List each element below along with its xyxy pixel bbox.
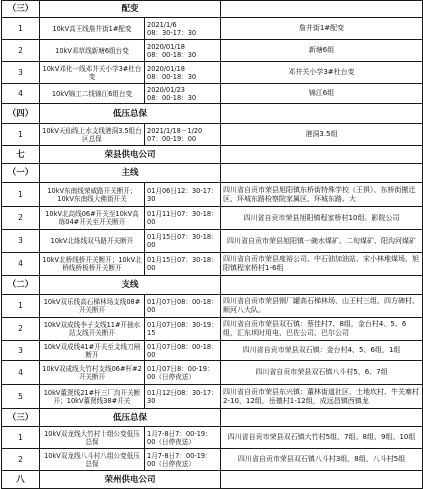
outage-time: 1月7-8日7：00-19：00（日停夜送） [145, 427, 221, 449]
outage-time: 01月07日08：00-18：00 [145, 341, 221, 361]
section-blank [221, 104, 423, 124]
row-number: 3 [2, 62, 40, 84]
affected-area: 邓井关小学3#杜台变 [221, 62, 423, 84]
row-number: 1 [2, 124, 40, 146]
section-title: 低压总保 [40, 409, 221, 427]
line-name: 10kV锦工二线锦江6组台变 [40, 84, 145, 104]
outage-time: 2021/1/18－1/20 07：00-19：00 [145, 124, 221, 146]
section-number: （一） [2, 164, 40, 183]
row-number: 1 [2, 427, 40, 449]
affected-area: 港洞3.5组 [221, 124, 423, 146]
section-number: （三） [2, 409, 40, 427]
outage-time: 01月12日08：30-17：30 [145, 385, 221, 409]
table-row [2, 207, 423, 230]
outage-time: 2020/01/18 08：00-18：30 [145, 62, 221, 84]
outage-time: 2020/01/23 08：00-18：30 [145, 84, 221, 104]
row-number: 4 [2, 253, 40, 276]
section-title: 荣县供电公司 [40, 146, 221, 164]
outage-time: 01月07日08：00-18：00 [145, 295, 221, 318]
table-row [2, 318, 423, 341]
outage-time: 01月06日12：30-17：30 [145, 183, 221, 207]
section-number: 八 [2, 471, 40, 489]
outage-time: 01月15日07：30-18：00 [145, 253, 221, 276]
table-row [2, 361, 423, 385]
line-name: 10kV双龙线八斗村八组公变低压总保 [40, 449, 145, 471]
section-row [2, 1, 423, 18]
line-name: 10kV北练线双马路开关断开 [40, 230, 145, 253]
outage-time: 1月7-8日7：00-19：00（日停夜送） [145, 449, 221, 471]
section-blank [221, 409, 423, 427]
line-name: 10kV双成线大竹村支线06#杆#2开关断开 [40, 361, 145, 385]
row-number: 4 [2, 361, 40, 385]
table-row [2, 18, 423, 40]
table-row [2, 427, 423, 449]
line-name: 10kV东南线荣威路开关断开；10kV东南线大佛街开关 [40, 183, 145, 207]
row-number: 3 [2, 341, 40, 361]
table-row [2, 385, 423, 409]
outage-time: 01月07日8：00-19：00（日停夜送） [145, 361, 221, 385]
table-row [2, 62, 423, 84]
affected-area: 四川省自贡市荣县旭阳镇东桥街特殊学校（王俱）、东桥街搬迁区、环城东路检察院家属区、环城东路、大 [221, 183, 423, 207]
section-number: （二） [2, 276, 40, 295]
affected-area: 四川省自贡市荣县双石镇：金台村4、5、6组，1组 [221, 341, 423, 361]
table-row [2, 449, 423, 471]
table-row [2, 84, 423, 104]
section-title: 配变 [40, 1, 221, 18]
section-number: 七 [2, 146, 40, 164]
outage-time: 01月15日07：30-18：00 [145, 230, 221, 253]
row-number: 5 [2, 385, 40, 409]
affected-area: 四川省自贡市荣县双石镇大竹村5组、7组、8组、9组、10组 [221, 427, 423, 449]
row-number: 1 [2, 18, 40, 40]
outage-time: 2021/1/6 08：30-17：30 [145, 18, 221, 40]
section-row [2, 276, 423, 295]
line-name: 10kV双成线41#开关至支线刀闸断开 [40, 341, 145, 361]
affected-area: 四川省自贡市荣县双石镇八斗村3组、8组、八斗村5组 [221, 449, 423, 471]
outage-time: 2020/01/18 08：00-18：30 [145, 40, 221, 62]
row-number: 4 [2, 84, 40, 104]
table-row [2, 40, 423, 62]
section-title: 低压总保 [40, 104, 221, 124]
section-blank [221, 164, 423, 183]
table-row [2, 230, 423, 253]
table-row [2, 124, 423, 146]
section-blank [221, 146, 423, 164]
section-row [2, 104, 423, 124]
line-name: 10kV董贤线21#杆三厂沟开关断开；10kV董贤线38#开关 [40, 385, 145, 409]
affected-area: 新塘6组 [221, 40, 423, 62]
section-blank [221, 1, 423, 18]
affected-area: 四川省自贡市荣县旭阳镇程家桥村10组、影院公司 [221, 207, 423, 230]
affected-area: 四川省自贡市荣县双石镇八斗村5、6、7组 [221, 361, 423, 385]
outage-schedule-table [1, 0, 423, 489]
affected-area: 詹井街1#配变 [221, 18, 423, 40]
line-name: 10kV双成线李子支线11#开抽水站支线开关断开 [40, 318, 145, 341]
section-title: 支线 [40, 276, 221, 295]
line-name: 10kV北高线06#开关至10kV高练04#开关至开关断开 [40, 207, 145, 230]
section-title: 荣州供电公司 [40, 471, 221, 489]
section-row [2, 409, 423, 427]
outage-time: 01月07日08：30-19：15 [145, 318, 221, 341]
table-row [2, 183, 423, 207]
affected-area: 四川省自贡市荣县钢厂罐高石梯林场、山王村三组、四方碑村、顺河八大队。 [221, 295, 423, 318]
affected-area: 四川省自贡市荣县旭阳镇一碗水煤矿、二旬煤矿、阳沟河煤矿 [221, 230, 423, 253]
row-number: 3 [2, 230, 40, 253]
table-row [2, 253, 423, 276]
line-name: 10kV邓草线新塘6组台变 [40, 40, 145, 62]
affected-area: 四川省自贡市荣县东兴镇：董林街道社区、土地坎村、牛关寨村2-10、12组，岳德村1-12组，成远昌镇西镇龙 [221, 385, 423, 409]
line-name: 10kV北桥线桥开关断开；10kV北桥线桥板桥开关断开 [40, 253, 145, 276]
line-name: 10kV高王线詹井街1#配变 [40, 18, 145, 40]
affected-area: 四川省自贡市荣县度裕公司、中石油加油站、宋小林堆煤场、旭阳镇程家桥村1-6组 [221, 253, 423, 276]
table-row [2, 341, 423, 361]
affected-area: 锦江6组 [221, 84, 423, 104]
line-name: 10kV双乐线高石梯林场支线08#开关断开 [40, 295, 145, 318]
section-number: （三） [2, 1, 40, 18]
section-blank [221, 276, 423, 295]
section-number: （四） [2, 104, 40, 124]
line-name: 10kV天仙线上水支线港洞3.5组台区总保 [40, 124, 145, 146]
line-name: 10kV邓化一线邓井关小学3#杜台变 [40, 62, 145, 84]
line-name: 10kV双龙线大竹村十组公变低压总保 [40, 427, 145, 449]
row-number: 1 [2, 183, 40, 207]
row-number: 2 [2, 318, 40, 341]
row-number: 2 [2, 40, 40, 62]
section-title: 主线 [40, 164, 221, 183]
row-number: 2 [2, 449, 40, 471]
row-number: 2 [2, 207, 40, 230]
table-row [2, 295, 423, 318]
table-body [2, 1, 423, 489]
section-row [2, 164, 423, 183]
row-number: 1 [2, 295, 40, 318]
outage-time: 01月11日07：30-18：00 [145, 207, 221, 230]
section-row [2, 146, 423, 164]
affected-area: 四川省自贡市荣县双石镇：蔡佳村7、8组，金台村4、5、6组，汇东坝时用电、巴佐公司、巴尔公司 [221, 318, 423, 341]
